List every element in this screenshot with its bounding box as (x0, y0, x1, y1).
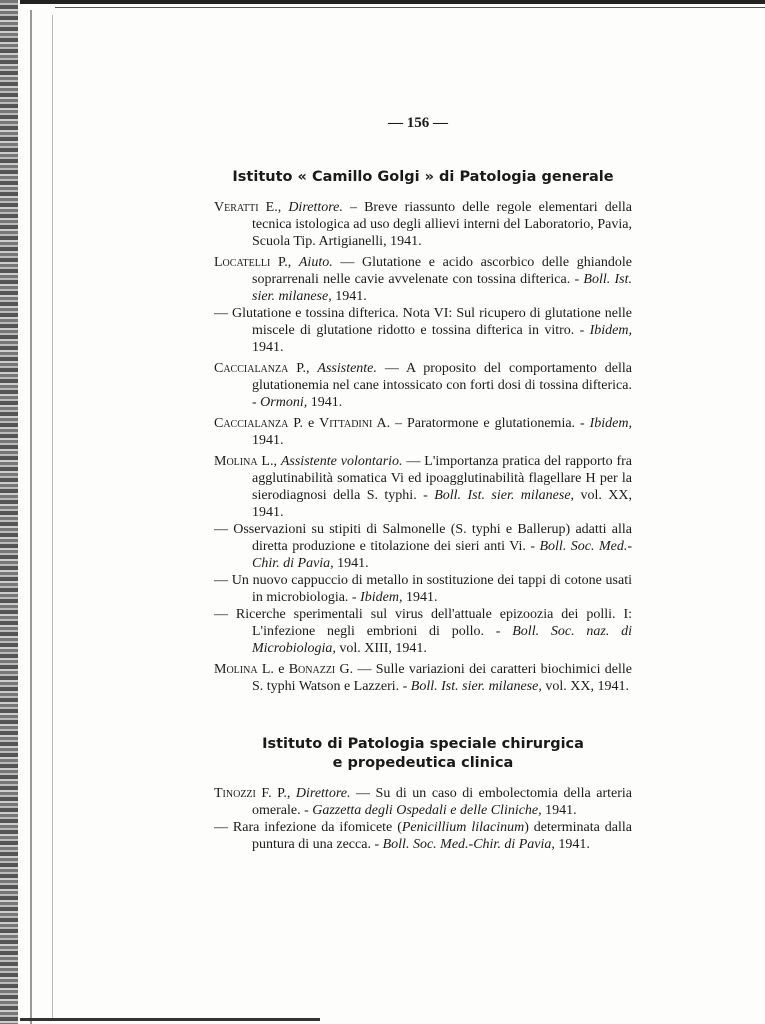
author-name: Vittadini (319, 416, 373, 431)
author-name: Veratti (214, 200, 259, 215)
author-name: Tinozzi (214, 786, 256, 801)
entry-text: 1941. (554, 837, 590, 852)
entry-text: 1941. (402, 590, 438, 605)
section-heading-line: Istituto « Camillo Golgi » di Patologia generale (232, 169, 614, 185)
italic-text: Ibidem, (589, 323, 632, 338)
italic-text: Gazzetta degli Ospedali e delle Cliniche, (312, 803, 542, 818)
entry-text: P. e (288, 416, 320, 431)
italic-text: Ibidem, (589, 416, 632, 431)
entry-text: — L'importanza pratica del rapporto fra agglutinabilità somatica Vi ed ipoagglutinabilità flagellare H per la sierodiagnosi della S. typhi. - (252, 454, 632, 503)
entry-text: 1941. (252, 433, 284, 448)
entry-text: F. P., (255, 786, 296, 801)
entry-text: 1941. (331, 289, 367, 304)
entry-text: 1941. (541, 803, 577, 818)
italic-text: Boll. Ist. sier. milanese, (252, 272, 632, 304)
bibliography-entry (214, 521, 632, 572)
italic-text: Direttore. (288, 200, 343, 215)
entry-text: L., (257, 454, 281, 469)
book-binding-edge (0, 0, 18, 1024)
italic-text: Ormoni, (260, 395, 308, 410)
italic-text: Boll. Ist. sier. milanese, (410, 679, 542, 694)
entry-text: P., (270, 255, 299, 270)
entry-text: — Ricerche sperimentali sul virus dell'attuale epizoozia dei polli. I: L'infezione negli embrioni di pollo. - (214, 607, 632, 639)
section-heading-line: e propedeutica clinica (332, 755, 514, 771)
entry-text: vol. XIII, 1941. (335, 641, 427, 656)
italic-text: Boll. Ist. sier. milanese, (434, 488, 575, 503)
entry-text: L. e (257, 662, 289, 677)
entry-text: – Breve riassunto delle regole elementari della tecnica istologica ad uso degli allievi interni del Laboratorio, Pavia, Scuola Tip. Artigianelli, 1941. (252, 200, 632, 249)
bibliography-entry (214, 606, 632, 657)
section-heading (154, 168, 692, 187)
bibliography-entry (214, 305, 632, 356)
page-number: — 156 — (388, 115, 448, 131)
italic-text: Boll. Soc. naz. di Microbiologia, (252, 624, 632, 656)
entry-text: A. – Paratormone e glutationemia. - (372, 416, 590, 431)
author-name: Bonazzi (288, 662, 336, 677)
page-edge-line (52, 15, 53, 1020)
bibliography-entry (214, 819, 632, 853)
italic-text: Direttore. (295, 786, 351, 801)
scan-bottom-border (20, 1018, 320, 1021)
author-name: Molina (214, 662, 258, 677)
entry-text: E., (258, 200, 289, 215)
entry-text: 1941. (252, 340, 284, 355)
bibliography-entry (214, 254, 632, 305)
scan-top-border (55, 7, 765, 8)
entry-text: — A proposito del comportamento della glutationemia nel cane intossicato con forti dosi di tossina difterica. - (252, 361, 632, 410)
bibliography-entry (214, 785, 632, 819)
entry-text: — Un nuovo cappuccio di metallo in sostituzione dei tappi di cotone usati in microbiologia. - (214, 573, 632, 605)
italic-text: Assistente. (317, 361, 377, 376)
bibliography-entry (214, 360, 632, 411)
bibliography-entry (214, 453, 632, 521)
entry-text: — Osservazioni su stipiti di Salmonelle (S. typhi e Ballerup) adatti alla diretta produzione e titolazione dei sieri anti Vi. - (214, 522, 632, 554)
page-edge-line (30, 10, 32, 1024)
scan-top-border (20, 0, 765, 4)
author-name: Caccialanza (214, 361, 289, 376)
section-heading-line: Istituto di Patologia speciale chirurgica (262, 736, 584, 752)
bibliography-entry (214, 661, 632, 695)
italic-text: Boll. Soc. Med.-Chir. di Pavia, (382, 837, 555, 852)
entry-text: P., (288, 361, 318, 376)
italic-text: Boll. Soc. Med.-Chir. di Pavia, (252, 539, 632, 571)
section-heading (154, 735, 692, 773)
entry-text: 1941. (333, 556, 369, 571)
bibliography-entry (214, 199, 632, 250)
entry-text: 1941. (307, 395, 343, 410)
author-name: Molina (214, 454, 258, 469)
entry-text: vol. XX, 1941. (541, 679, 629, 694)
author-name: Locatelli (214, 255, 271, 270)
italic-text: Penicillium lilacinum (401, 820, 525, 835)
italic-text: Aiuto. (298, 255, 333, 270)
entry-text: ) determinata dalla puntura di una zecca. - (252, 820, 632, 852)
entry-text: vol. XX, 1941. (252, 488, 633, 520)
author-name: Caccialanza (214, 416, 289, 431)
document-body (214, 168, 632, 853)
entry-text: — Glutatione e tossina difterica. Nota VI: Sul ricupero di glutatione nelle miscele di glutatione ridotto e tossina difterica in vitro. - (214, 306, 632, 338)
entry-text: — Su di un caso di embolectomia della arteria omerale. - (252, 786, 632, 818)
italic-text: Assistente volontario. (280, 454, 403, 469)
italic-text: Ibidem, (360, 590, 403, 605)
bibliography-entry (214, 572, 632, 606)
entry-text: — Rara infezione da ifomicete ( (214, 820, 402, 835)
entry-text: G. — Sulle variazioni dei caratteri biochimici delle S. typhi Watson e Lazzeri. - (252, 662, 632, 694)
entry-text: — Glutatione e acido ascorbico delle ghiandole soprarrenali nelle cavie avvelenate con tossina difterica. - (252, 255, 632, 287)
bibliography-entry (214, 415, 632, 449)
